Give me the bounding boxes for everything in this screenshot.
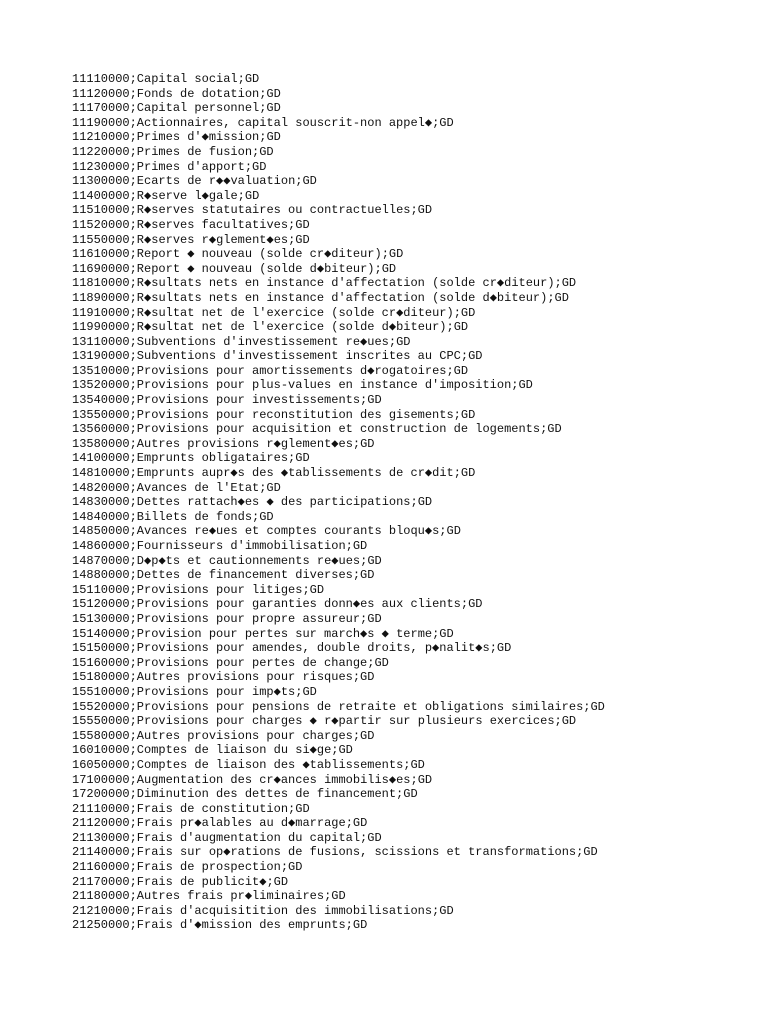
account-line: 21180000;Autres frais pr◆liminaires;GD — [72, 889, 346, 904]
account-line: 11510000;R◆serves statutaires ou contractuelles;GD — [72, 203, 433, 218]
account-line: 13560000;Provisions pour acquisition et construction de logements;GD — [72, 422, 562, 437]
account-line: 11690000;Report ◆ nouveau (solde d◆biteur);GD — [72, 261, 397, 276]
account-line: 14810000;Emprunts aupr◆s des ◆tablissements de cr◆dit;GD — [72, 466, 476, 481]
account-line: 15130000;Provisions pour propre assureur;GD — [72, 611, 382, 626]
account-line: 11170000;Capital personnel;GD — [72, 101, 281, 116]
account-line: 15110000;Provisions pour litiges;GD — [72, 582, 325, 597]
account-line: 13550000;Provisions pour reconstitution des gisements;GD — [72, 407, 476, 422]
account-line: 11300000;Ecarts de r◆◆valuation;GD — [72, 174, 317, 189]
account-line: 11910000;R◆sultat net de l'exercice (solde cr◆diteur);GD — [72, 305, 476, 320]
account-line: 15180000;Autres provisions pour risques;GD — [72, 670, 375, 685]
account-list — [72, 72, 752, 933]
account-line: 15550000;Provisions pour charges ◆ r◆partir sur plusieurs exercices;GD — [72, 714, 577, 729]
account-line: 11610000;Report ◆ nouveau (solde cr◆diteur);GD — [72, 247, 404, 262]
account-line: 11110000;Capital social;GD — [72, 72, 260, 86]
account-line: 16010000;Comptes de liaison du si◆ge;GD — [72, 743, 353, 758]
account-line: 11230000;Primes d'apport;GD — [72, 159, 267, 174]
account-line: 14870000;D◆p◆ts et cautionnements re◆ues;GD — [72, 553, 382, 568]
account-line: 11990000;R◆sultat net de l'exercice (solde d◆biteur);GD — [72, 320, 469, 335]
account-line: 13520000;Provisions pour plus-values en instance d'imposition;GD — [72, 378, 533, 393]
account-line: 15120000;Provisions pour garanties donn◆es aux clients;GD — [72, 597, 483, 612]
account-line: 14860000;Fournisseurs d'immobilisation;GD — [72, 539, 368, 553]
account-line: 21140000;Frais sur op◆rations de fusions, scissions et transformations;GD — [72, 845, 598, 860]
account-line: 15520000;Provisions pour pensions de retraite et obligations similaires;GD — [72, 699, 605, 714]
account-line: 16050000;Comptes de liaison des ◆tablissements;GD — [72, 757, 425, 772]
account-line: 21170000;Frais de publicit◆;GD — [72, 874, 289, 889]
account-line: 14100000;Emprunts obligataires;GD — [72, 451, 310, 466]
account-line: 21130000;Frais d'augmentation du capital;GD — [72, 830, 382, 845]
account-line: 21250000;Frais d'◆mission des emprunts;GD — [72, 918, 368, 933]
account-line: 14880000;Dettes de financement diverses;GD — [72, 568, 375, 583]
account-line: 11190000;Actionnaires, capital souscrit-non appel◆;GD — [72, 115, 454, 130]
account-line: 17100000;Augmentation des cr◆ances immobilis◆es;GD — [72, 772, 433, 787]
account-line: 11220000;Primes de fusion;GD — [72, 144, 274, 159]
account-line: 15150000;Provisions pour amendes, double droits, p◆nalit◆s;GD — [72, 641, 512, 656]
account-line: 14840000;Billets de fonds;GD — [72, 509, 274, 524]
account-line: 21160000;Frais de prospection;GD — [72, 860, 303, 875]
account-line: 14830000;Dettes rattach◆es ◆ des participations;GD — [72, 495, 433, 510]
account-line: 21120000;Frais pr◆alables au d◆marrage;GD — [72, 816, 368, 831]
account-line: 11520000;R◆serves facultatives;GD — [72, 217, 310, 232]
account-line: 11550000;R◆serves r◆glement◆es;GD — [72, 232, 310, 247]
account-line: 11400000;R◆serve l◆gale;GD — [72, 188, 260, 203]
account-line: 11210000;Primes d'◆mission;GD — [72, 130, 281, 145]
account-line: 13190000;Subventions d'investissement inscrites au CPC;GD — [72, 349, 483, 364]
account-line: 13540000;Provisions pour investissements;GD — [72, 393, 382, 408]
account-line: 11810000;R◆sultats nets en instance d'affectation (solde cr◆diteur);GD — [72, 276, 577, 291]
account-line: 13510000;Provisions pour amortissements d◆rogatoires;GD — [72, 363, 469, 378]
account-line: 11120000;Fonds de dotation;GD — [72, 86, 281, 101]
account-line: 21110000;Frais de constitution;GD — [72, 801, 310, 816]
account-line: 21210000;Frais d'acquisitition des immobilisations;GD — [72, 903, 454, 918]
account-line: 15510000;Provisions pour imp◆ts;GD — [72, 684, 317, 699]
account-line: 17200000;Diminution des dettes de financement;GD — [72, 787, 418, 802]
account-line: 13580000;Autres provisions r◆glement◆es;GD — [72, 436, 375, 451]
account-line: 14820000;Avances de l'Etat;GD — [72, 480, 281, 495]
account-line: 14850000;Avances re◆ues et comptes courants bloqu◆s;GD — [72, 524, 461, 539]
account-line: 15580000;Autres provisions pour charges;GD — [72, 728, 375, 743]
account-line: 13110000;Subventions d'investissement re◆ues;GD — [72, 334, 411, 349]
account-line: 11890000;R◆sultats nets en instance d'affectation (solde d◆biteur);GD — [72, 290, 569, 305]
account-line: 15160000;Provisions pour pertes de change;GD — [72, 655, 389, 670]
account-line: 15140000;Provision pour pertes sur march◆s ◆ terme;GD — [72, 626, 454, 641]
